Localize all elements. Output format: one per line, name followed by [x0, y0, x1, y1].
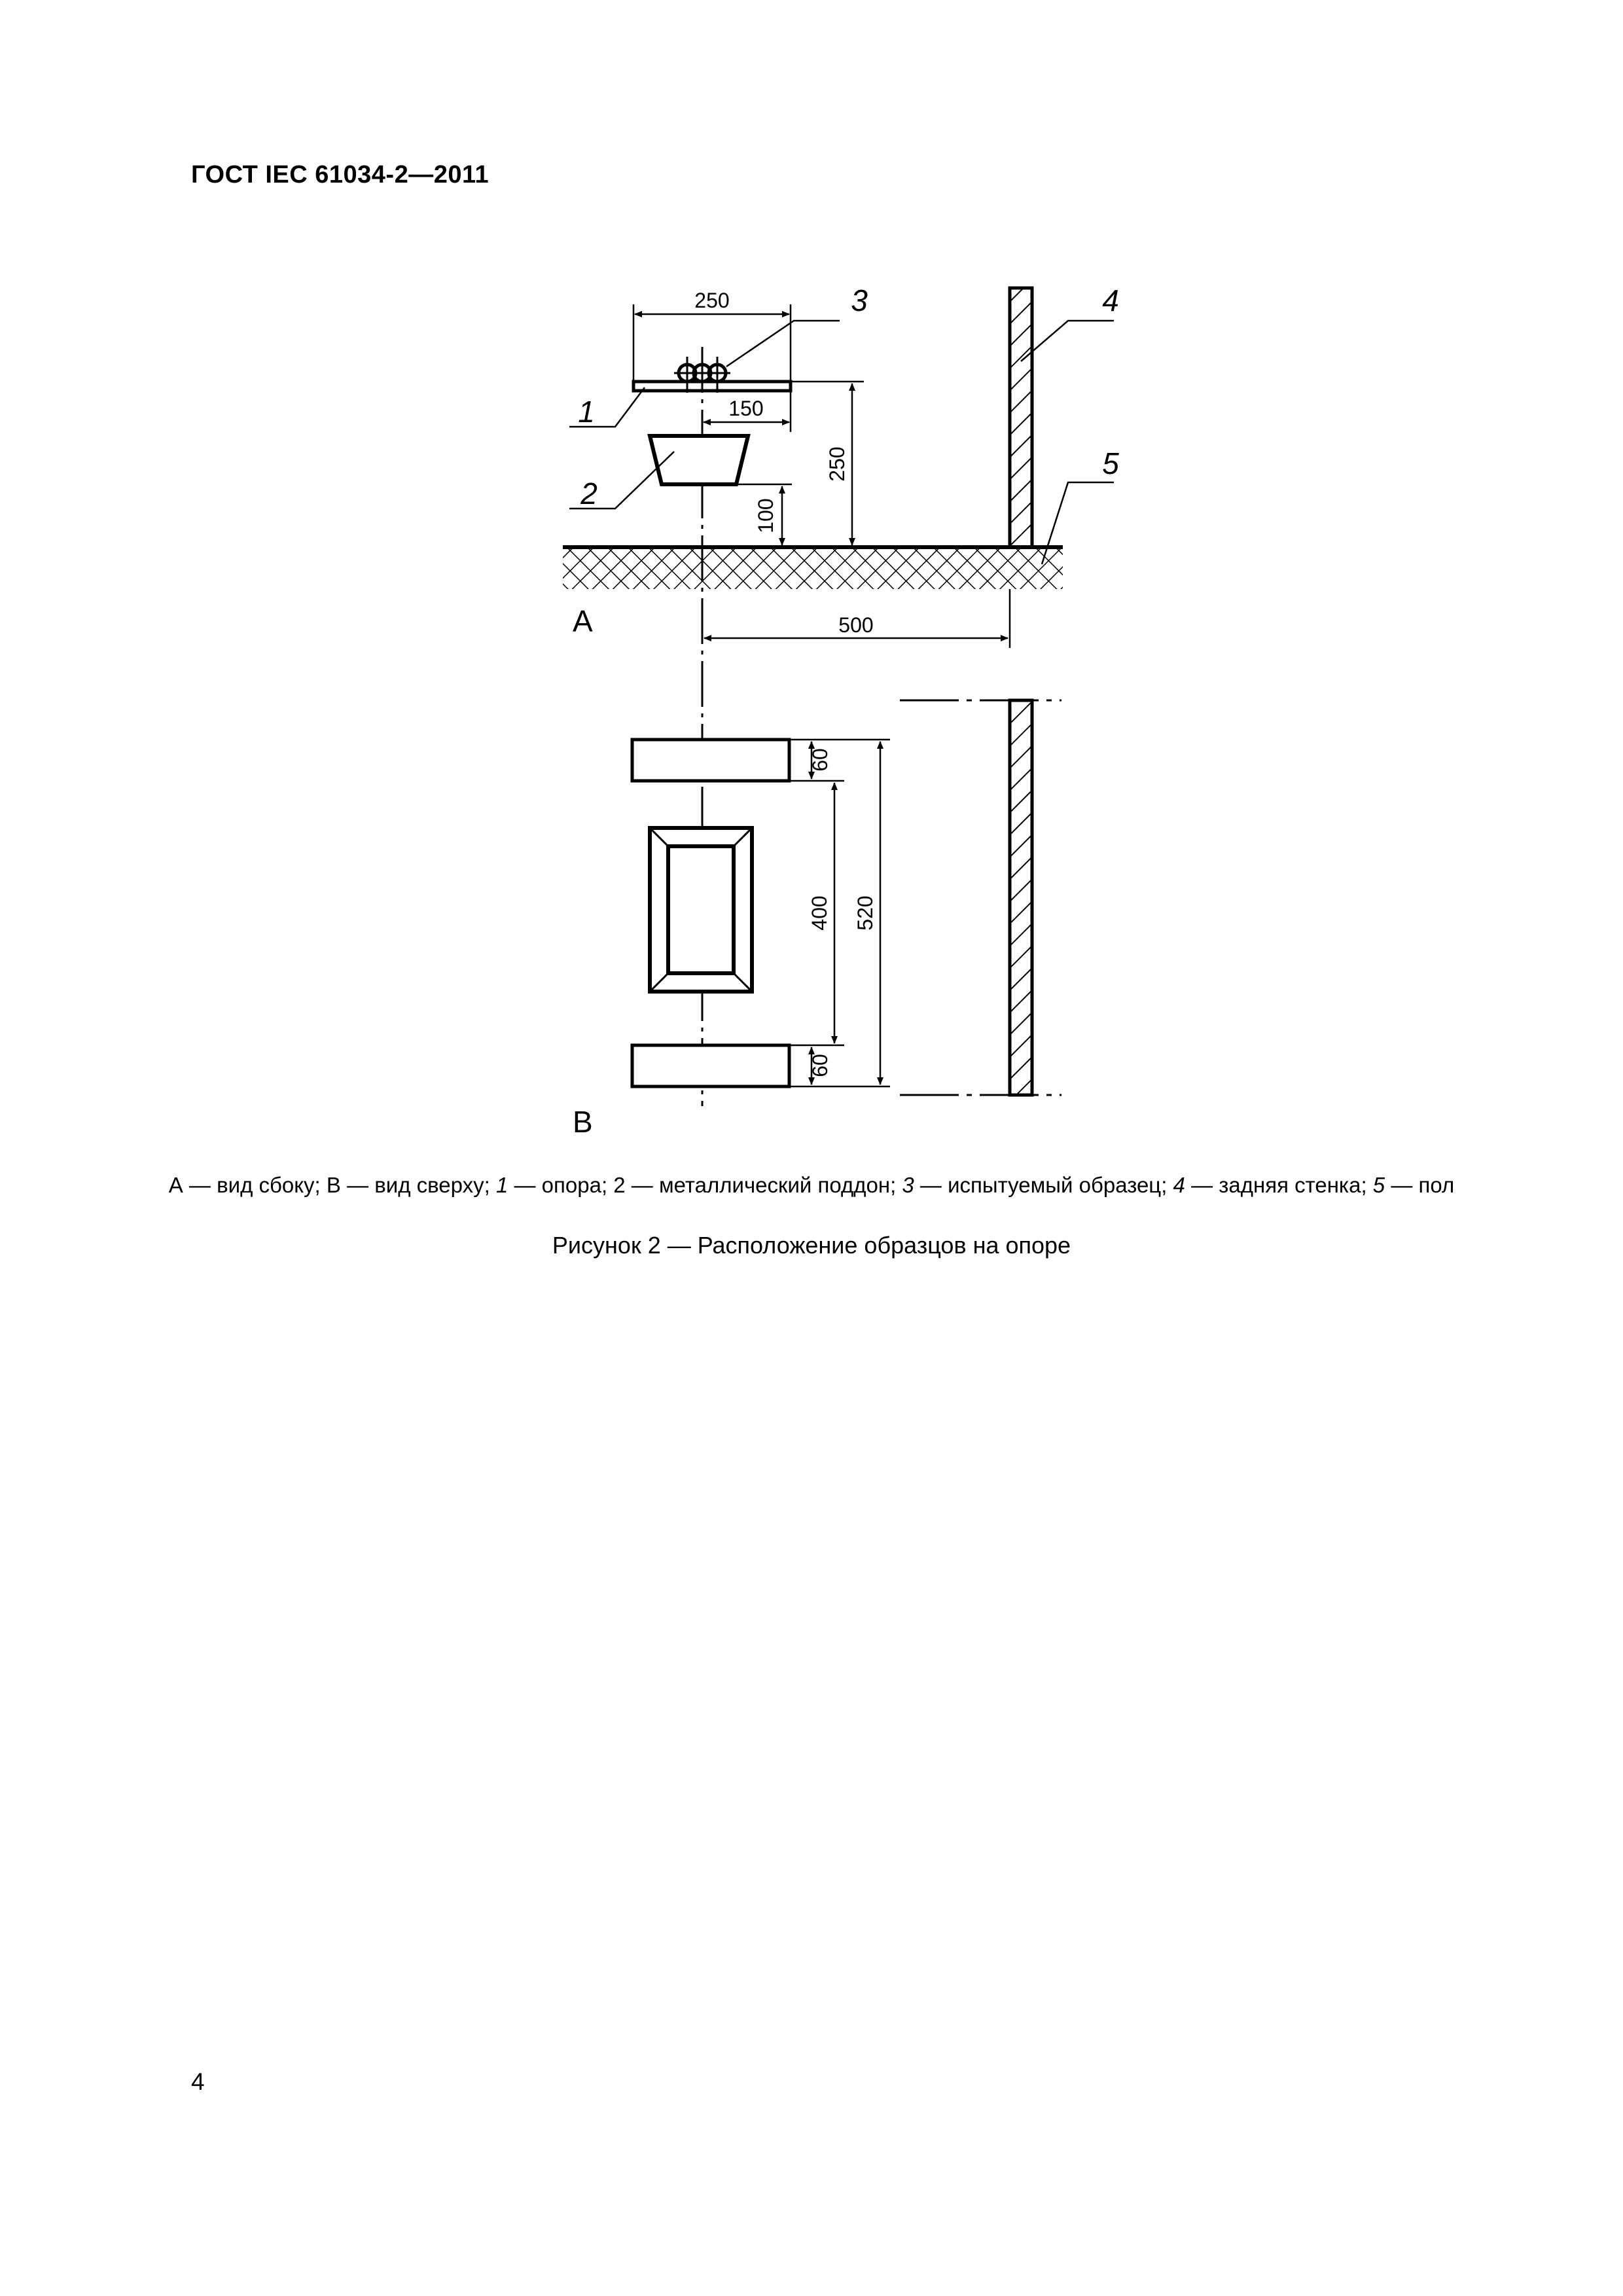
back-wall: [1010, 288, 1032, 547]
page-number: 4: [191, 2068, 205, 2095]
support-block-bottom: [632, 1045, 789, 1086]
metal-tray-plan: [650, 828, 752, 992]
figure-legend: [0, 1173, 1623, 1198]
legend-part: 4: [1173, 1173, 1185, 1197]
document-header: ГОСТ IEC 61034-2—2011: [191, 161, 490, 188]
support-plate: [633, 382, 791, 391]
legend-part: 1: [495, 1173, 508, 1197]
dim-block-top-label: 60: [808, 748, 832, 772]
side-view-a: [563, 283, 1119, 1106]
dim-offset-label: 150: [728, 397, 764, 420]
dim-top-width-label: 250: [694, 289, 730, 312]
label-back-wall: 4: [1102, 283, 1119, 317]
label-test-specimen: 3: [851, 283, 868, 317]
view-label-a: A: [573, 604, 593, 638]
dim-overall-span-label: 520: [853, 895, 877, 931]
label-floor: 5: [1102, 446, 1119, 480]
legend-part: 5: [1372, 1173, 1385, 1197]
legend-part: — испытуемый образец;: [914, 1173, 1173, 1197]
label-support: 1: [578, 395, 595, 429]
back-wall-plan: [1010, 700, 1032, 1095]
dim-block-bottom-label: 60: [808, 1054, 832, 1077]
top-view-b: [573, 700, 1061, 1139]
figure-caption: Рисунок 2 — Расположение образцов на опоре: [552, 1232, 1071, 1259]
dim-height-total-label: 250: [825, 446, 849, 482]
label-metal-tray: 2: [580, 476, 597, 511]
dim-tray-height-label: 100: [754, 498, 777, 533]
dim-wall-distance-label: 500: [838, 613, 874, 637]
view-label-b: B: [573, 1105, 593, 1139]
floor-hatch: [563, 547, 1063, 589]
dim-inner-span-label: 400: [808, 895, 831, 931]
dim-block-top: [789, 740, 890, 781]
legend-part: — задняя стенка;: [1185, 1173, 1373, 1197]
legend-part: — опора; 2 — металлический поддон;: [508, 1173, 902, 1197]
legend-part: А — вид сбоку; В — вид сверху;: [168, 1173, 496, 1197]
legend-part: 3: [902, 1173, 914, 1197]
legend-part: — пол: [1385, 1173, 1455, 1197]
support-block-top: [632, 740, 789, 781]
dim-top-width: [633, 304, 791, 382]
